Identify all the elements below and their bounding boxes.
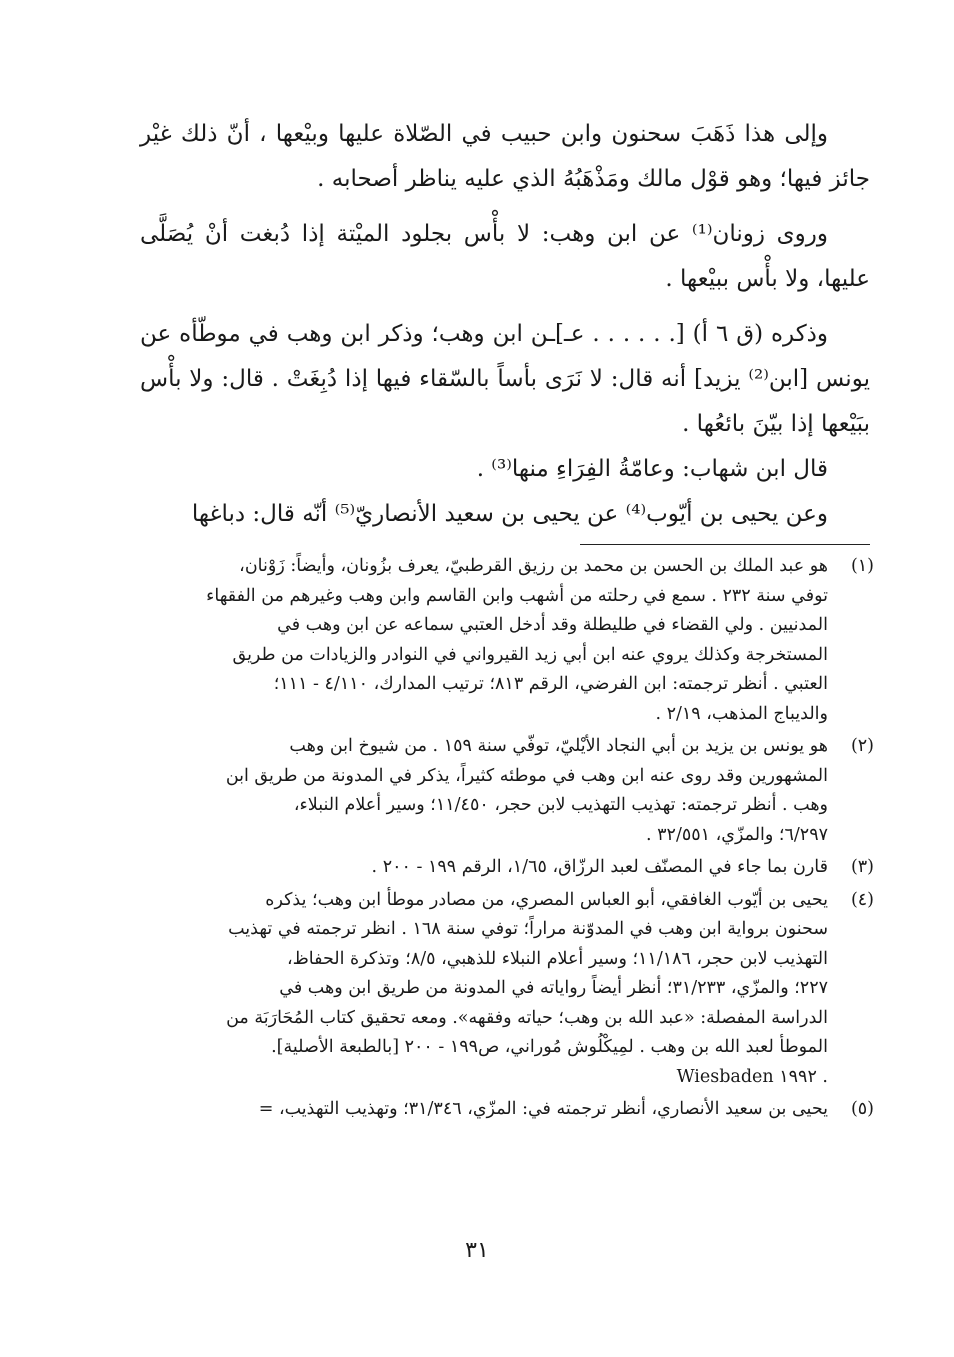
page-number: ٣١ bbox=[465, 1238, 489, 1263]
footnote-line: سحنون برواية ابن وهب في المدوّنة مراراً؛ توفي سنة ١٦٨ . انظر ترجمته في تهذيب bbox=[228, 919, 828, 939]
paragraph: وروى زونان⁽¹⁾ عن ابن وهب: لا بأْس بجلود الميْتة إذا دُبغت أنْ يُصَلَّى عليها، ولا بأْس ببيْعها . bbox=[140, 221, 870, 292]
footnote-4 bbox=[146, 886, 874, 1093]
footnote-separator-rule bbox=[580, 544, 870, 545]
footnote-line: ٦/٢٩٧؛ والمزّي، ٣٢/٥٥١ . bbox=[646, 824, 828, 845]
footnote-line: الدراسة المفصلة: «عبد الله بن وهب؛ حياته وفقهه». ومعه تحقيق كتاب المُحَارَبَة من bbox=[226, 1007, 828, 1028]
footnote-line: والديباج المذهب، ٢/١٩ . bbox=[655, 703, 828, 724]
footnote-number: (٥) bbox=[850, 1099, 874, 1119]
footnote-1 bbox=[146, 552, 874, 729]
footnote-line: العتبي . أنظر ترجمته: ابن الفرضي، الرقم ٨١٣؛ ترتيب المدارك، ٤/١١٠ - ١١١؛ bbox=[273, 674, 828, 694]
paragraph: وعن يحيى بن أيّوب⁽⁴⁾ عن يحيى بن سعيد الأنصاريّ⁽⁵⁾ أنّه قال: دباغها bbox=[191, 501, 828, 527]
paragraph: وإلى هذا ذَهَبَ سحنون وابن حبيب في الصّلاة عليها وبيْعها ، أنّ ذلك غيْر جائز فيها؛ وهو قوْل مالك ومَذْهَبُهُ الذي عليه يناظر أصحابه . bbox=[140, 121, 870, 192]
footnote-line: الموطأ لعبد الله بن وهب . لمِيكْلُوش مُوراني، ص١٩٩ - ٢٠٠ [بالطبعة الأصلية]. bbox=[271, 1037, 828, 1057]
footnote-line: المشهورين وقد روى عنه ابن وهب في موطئه كثيراً، يذكر في المدونة من طريق ابن bbox=[225, 765, 828, 786]
footnote-5 bbox=[146, 1095, 874, 1125]
footnote-line-ltr: Wiesbaden ١٩٩٢ . bbox=[676, 1066, 828, 1087]
main-body-text bbox=[140, 112, 870, 537]
footnote-line: ٢٢٧؛ والمزّي، ٣١/٢٣٣؛ أنظر أيضاً رواياته في المدونة من طريق ابن وهب في bbox=[279, 978, 828, 998]
footnote-line: يحيى بن سعيد الأنصاري، أنظر ترجمته في: المزّي، ٣١/٣٤٦؛ وتهذيب التهذيب، = bbox=[258, 1099, 828, 1119]
footnote-line: المدنيين . ولي القضاء في طليطلة وقد أدخل العتبي سماعه عن ابن وهب في bbox=[277, 615, 828, 635]
footnote-line: المستخرجة وكذلك يروي عنه ابن أبي زيد القيرواني في النوادر والزيادات من طريق bbox=[232, 644, 828, 665]
footnote-2 bbox=[146, 732, 874, 850]
footnote-line: قارن بما جاء في المصنّف لعبد الرزّاق، ١/٦٥، الرقم ١٩٩ - ٢٠٠ . bbox=[371, 857, 828, 877]
footnote-line: هو عبد الملك بن الحسن بن محمد بن رزيق القرطبيّ، يعرف بزُونان، وأيضاً: زَوْنان، bbox=[239, 556, 828, 576]
paragraph: وذكره (ق ٦ أ) [. . . . . . عـ]ـن ابن وهب؛ وذكر ابن وهب في موطّأه عن يونس [ابن⁽²⁾ يزيد] أنه قال: لا نَرَى بأساً بالسّقاء فيها إذا دُبِغَتْ . قال: ولا بأْس ببَيْعها إذا بيّنَ بائعُها . bbox=[140, 321, 870, 437]
paragraph: قال ابن شهاب: وعامّةُ الفِرَاءِ منها⁽³⁾ . bbox=[476, 456, 828, 482]
footnote-line: توفي سنة ٢٣٢ . سمع في رحلته من أشهب وابن القاسم وابن وهب وغيرهم من الفقهاء bbox=[206, 585, 828, 606]
footnote-number: (١) bbox=[850, 556, 874, 576]
footnote-number: (٣) bbox=[850, 857, 874, 877]
footnote-line: هو يونس بن يزيد بن أبي النجاد الأيْليّ، توفّي سنة ١٥٩ . من شيوخ ابن وهب bbox=[289, 736, 828, 756]
footnote-line: التهذيب لابن حجر، ١١/١٨٦؛ وسير أعلام النبلاء للذهبي، ٨/٥؛ وتذكرة الحفاظ، bbox=[286, 948, 828, 969]
footnote-line: وهب . أنظر ترجمته: تهذيب التهذيب لابن حجر، ١١/٤٥٠؛ وسير أعلام النبلاء، bbox=[293, 795, 828, 815]
footnote-line: يحيى بن أيّوب الغافقي، أبو العباس المصري، من مصادر موطأ ابن وهب؛ يذكره bbox=[265, 889, 828, 910]
footnote-3 bbox=[146, 853, 874, 883]
footnotes-section bbox=[146, 552, 874, 1128]
footnote-number: (٤) bbox=[850, 889, 874, 910]
footnote-number: (٢) bbox=[850, 736, 874, 756]
